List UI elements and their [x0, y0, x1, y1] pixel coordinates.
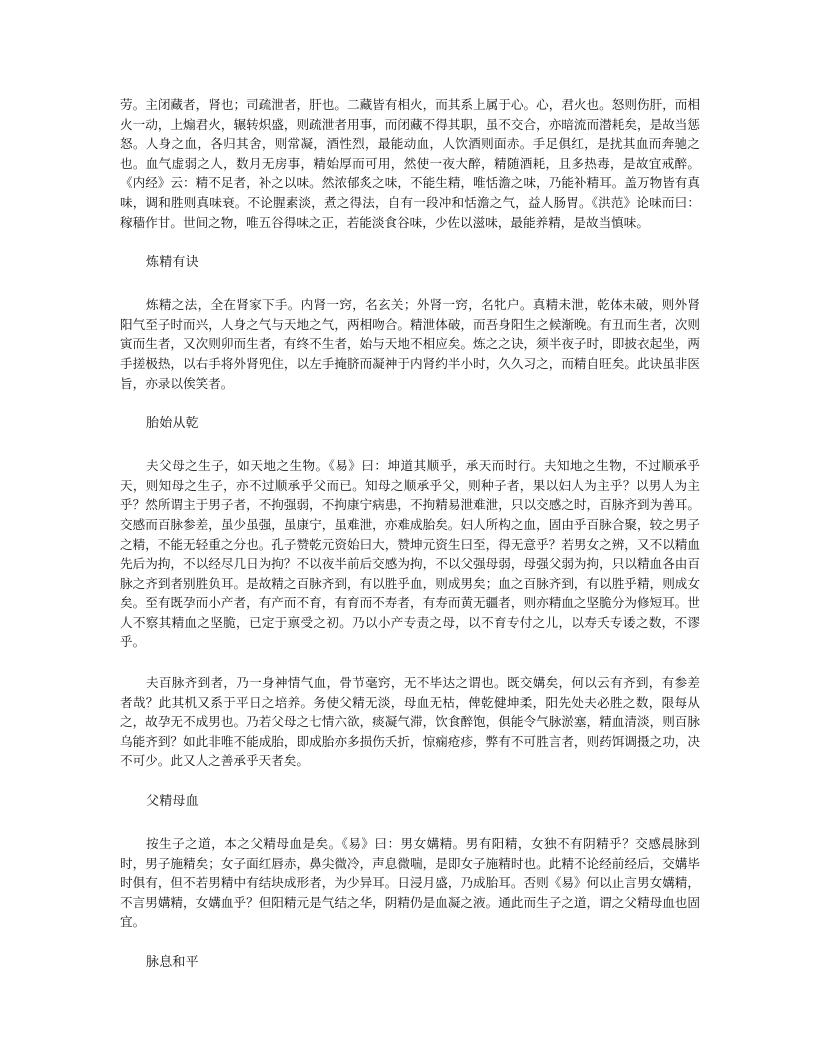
paragraph: 夫父母之生子，如天地之生物。《易》曰：坤道其顺乎，承天而时行。夫知地之生物，不过顺承乎天，则知母之生子，亦不过顺承乎父而已。知母之顺承乎父，则种子者，果以妇人为主乎？以男人为主乎？然所谓主于男子者，不拘强弱，不拘康宁病患，不拘精易泄难泄，只以交感之时，百脉齐到为善耳。交感而百脉参差，虽少虽强，虽康宁，虽难泄，亦难成胎矣。妇人所构之血，固由乎百脉合聚，较之男子之精，不能无轻重之分也。孔子赞乾元资始曰大，赞坤元资生曰至，得无意乎？若男女之辨，又不以精血先后为拘，不以经尽几日为拘？不以夜半前后交感为拘，不以父强母弱，母强父弱为拘，只以精血各由百脉之齐到者别胜负耳。是故精之百脉齐到，有以胜乎血，则成男矣；血之百脉齐到，有以胜乎精，则成女矣。至有既孕而小产者，有产而不育，有育而不寿者，有寿而黄无疆者，则亦精血之坚脆分为修短耳。世人不察其精血之坚脆，已定于禀受之初。乃以小产专责之母，以不育专付之儿，以寿夭专诿之数，不谬乎。: [120, 458, 700, 650]
section-tai-shi: [120, 414, 700, 771]
section-heading: 父精母血: [146, 794, 199, 810]
paragraph: 夫百脉齐到者，乃一身神情气血，骨节毫窍，无不毕达之谓也。既交媾矣，何以云有齐到，有参差者哉？此其机又系于平日之培养。务使父精无淡，母血无枯，俾乾健坤柔，阳先处夫必胜之数，限每从之，故孕无不成男也。乃若父母之七情六欲，痰凝气滞，饮食醉饱，俱能令气脉淤塞，精血清淡，则百脉乌能齐到？如此非唯不能成胎，即成胎亦多损伤夭折，惊痫疮疹，弊有不可胜言者，则药饵调摄之功，决不可少。此又人之善承乎天者矣。: [120, 675, 700, 769]
section-fu-jing-mu-xue: [120, 792, 700, 932]
section-heading: 胎始从乾: [146, 416, 199, 432]
section-heading: 炼精有诀: [146, 255, 199, 271]
section-heading: 脉息和平: [146, 955, 199, 970]
paragraph: 炼精之法，全在肾家下手。内肾一窍，名玄关；外肾一窍，名牝户。真精未泄，乾体未破，则外肾阳气至子时而兴，人身之气与天地之气，两相吻合。精泄体破，而吾身阳生之候渐晚。有丑而生者，次则寅而生者，又次则卯而生者，有终不生者，始与天地不相应矣。炼之之诀，须半夜子时，即披衣起坐，两手搓极热，以右手将外肾兜住，以左手掩脐而凝神于内肾约半小时，久久习之，而精自旺矣。此诀虽非医旨，亦录以俟笑者。: [120, 297, 700, 391]
section-lian-jing: [120, 253, 700, 393]
section-mai-xi: [120, 953, 700, 973]
section-continuation: [120, 95, 700, 232]
document-body: [120, 95, 700, 995]
paragraph: 劳。主闭藏者，肾也；司疏泄者，肝也。二藏皆有相火，而其系上属于心。心，君火也。怒则伤肝，而相火一动，上煽君火，辗转炽盛，则疏泄者用事，而闭藏不得其职，虽不交合，亦暗流而潜耗矣，是故当惩怒。人身之血，各归其舍，则常凝，酒性烈，最能动血，人饮酒则面赤。手足俱红，是扰其血而奔驰之也。血气虚弱之人，数月无房事，精始厚而可用，然使一夜大醉，精随酒耗，且多热毒，是故宜戒醉。《内经》云：精不足者，补之以味。然浓郁炙之味，不能生精，唯恬澹之味，乃能补精耳。盖万物皆有真味，调和胜则真味衰。不论腥素淡，煮之得法，自有一段冲和恬澹之气，益人肠胃。《洪范》论味而曰：稼穑作甘。世间之物，唯五谷得味之正，若能淡食谷味，少佐以滋味，最能养精，是故当慎味。: [120, 97, 700, 230]
paragraph: 按生子之道，本之父精母血是矣。《易》曰：男女媾精。男有阳精，女独不有阴精乎？交感晨脉到时，男子施精矣；女子面红唇赤，鼻尖微冷，声息微喘，是即女子施精时也。此精不论经前经后，交媾毕时俱有，但不若男精中有结块成形者，为少异耳。日浸月盛，乃成胎耳。否则《易》何以止言男女媾精，不言男媾精，女媾血乎？但阳精元是气结之华，阴精仍是血凝之液。通此而生子之道，谓之父精母血也固宜。: [120, 836, 700, 930]
